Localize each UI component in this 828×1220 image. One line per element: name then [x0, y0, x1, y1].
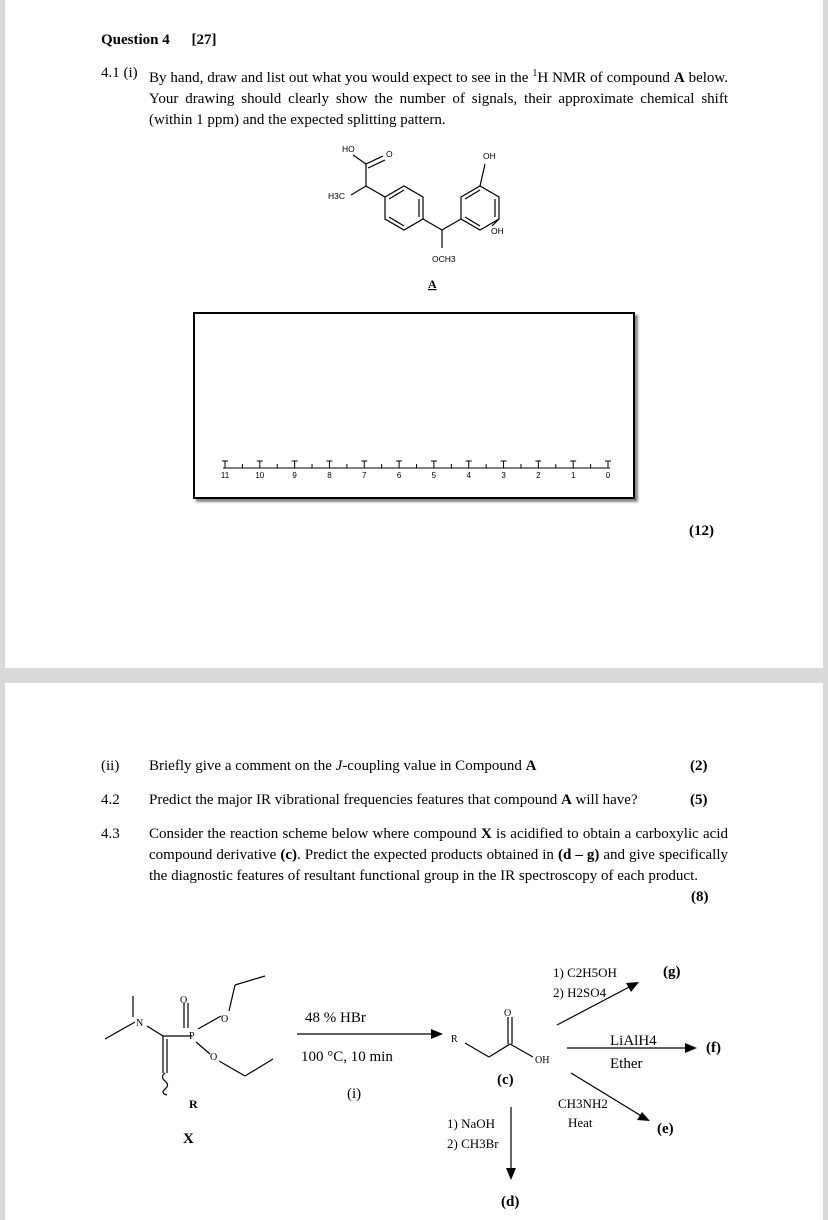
reagent-ch3br: 2) CH3Br — [447, 1136, 499, 1151]
compound-a-label: A — [428, 277, 437, 291]
qii-label: (ii) — [101, 758, 120, 774]
q42-label: 4.2 — [101, 792, 120, 808]
nmr-tick-label: 5 — [431, 471, 437, 480]
qii-text-part1: Briefly give a comment on the — [149, 758, 336, 774]
ring-1 — [385, 186, 423, 230]
x-label-o-top: O — [180, 995, 188, 1006]
q41-marks: (12) — [689, 523, 714, 539]
q43-text-part3: . Predict the expected products obtained in — [297, 847, 558, 863]
qii-marks: (2) — [690, 758, 708, 774]
nmr-tick-label: 6 — [396, 471, 402, 480]
nmr-tick-label: 11 — [220, 471, 230, 480]
qii-compound: A — [525, 758, 537, 774]
product-e-label: (e) — [657, 1121, 674, 1137]
x-label-r: R — [189, 1097, 198, 1111]
label-och3: OCH3 — [432, 254, 456, 264]
compound-a-structure — [5, 0, 823, 300]
q42-compound: A — [560, 792, 572, 808]
reagent-h2so4: 2) H2SO4 — [553, 985, 607, 1000]
question-label: Question 4 — [101, 32, 170, 48]
reagent-ether: Ether — [610, 1056, 643, 1072]
x-label-p: P — [189, 1031, 195, 1042]
c-label-r: R — [451, 1034, 458, 1045]
q43-products-dg: (d – g) — [557, 847, 600, 863]
nmr-tick-label: 3 — [501, 471, 506, 480]
reagent-ethanol: 1) C2H5OH — [553, 965, 617, 980]
product-g-label: (g) — [663, 964, 681, 980]
q42-text-part2: will have? — [571, 792, 638, 808]
reaction-scheme — [5, 683, 823, 1220]
q41-text-part2: H NMR of compound — [537, 70, 674, 86]
nmr-axis — [195, 314, 633, 497]
question-marks: [27] — [191, 32, 217, 48]
label-oh-top: OH — [483, 151, 496, 161]
reagent-ch3nh2: CH3NH2 — [558, 1096, 608, 1111]
q41-text-part1: By hand, draw and list out what you would expect to see in the — [149, 70, 533, 86]
qii-text-j: J — [335, 758, 343, 774]
product-f-label: (f) — [706, 1040, 721, 1056]
x-label-o-right: O — [221, 1014, 229, 1025]
exam-page-2 — [5, 683, 823, 1220]
q43-compound-x: X — [480, 826, 492, 842]
q42-marks: (5) — [690, 792, 708, 808]
q43-marks: (8) — [691, 889, 709, 905]
reagent-hbr: 48 % HBr — [305, 1010, 366, 1026]
label-oh-right: OH — [491, 226, 504, 236]
x-label-o-low: O — [210, 1052, 218, 1063]
label-o: O — [386, 149, 393, 159]
label-ho: HO — [342, 144, 355, 154]
nmr-tick-label: 7 — [362, 471, 367, 480]
nmr-tick-label: 8 — [327, 471, 332, 480]
q41-compound: A — [673, 70, 685, 86]
reagent-lialh4: LiAlH4 — [610, 1033, 657, 1049]
reagent-heat: Heat — [568, 1115, 593, 1130]
c-label-o: O — [504, 1008, 512, 1019]
nmr-drawing-box[interactable] — [193, 312, 635, 499]
nmr-tick-label: 4 — [466, 471, 471, 480]
q43-text-part2: is acidified to obtain a carboxylic acid compound derivative — [149, 826, 728, 863]
q41-label: 4.1 (i) — [101, 65, 138, 81]
nmr-tick-label: 10 — [255, 471, 265, 480]
reagent-conditions: 100 °C, 10 min — [301, 1049, 393, 1065]
q43-compound-c: (c) — [280, 847, 297, 863]
q43-text-part1: Consider the reaction scheme below where compound — [149, 826, 481, 842]
ring-2 — [461, 186, 499, 230]
nmr-tick-label: 9 — [292, 471, 297, 480]
compound-c-label: (c) — [497, 1072, 514, 1088]
reagent-naoh: 1) NaOH — [447, 1116, 496, 1131]
product-d-label: (d) — [501, 1194, 520, 1210]
c-label-oh: OH — [535, 1055, 550, 1066]
q43-text-part4: and give specifically the diagnostic features of resultant functional group in the IR spectroscopy of each product. — [149, 847, 729, 884]
nmr-tick-label: 2 — [536, 471, 541, 480]
q41-text-part3: below. Your drawing should clearly show the number of signals, their approximate chemical shift (within 1 ppm) and the expected splitting pattern. — [149, 70, 728, 128]
q41-sup: 1 — [532, 68, 538, 79]
q42-text-part1: Predict the major IR vibrational frequencies features that compound — [149, 792, 561, 808]
q43-label: 4.3 — [101, 826, 120, 842]
exam-page-1 — [5, 0, 823, 668]
qii-text-part2: -coupling value in Compound — [342, 758, 526, 774]
nmr-tick-label: 1 — [570, 471, 576, 480]
nmr-tick-label: 0 — [605, 471, 611, 480]
step-label-i: (i) — [347, 1086, 362, 1102]
x-label-n: N — [136, 1018, 144, 1029]
label-h3c: H3C — [328, 191, 346, 201]
compound-x-label: X — [183, 1131, 194, 1147]
